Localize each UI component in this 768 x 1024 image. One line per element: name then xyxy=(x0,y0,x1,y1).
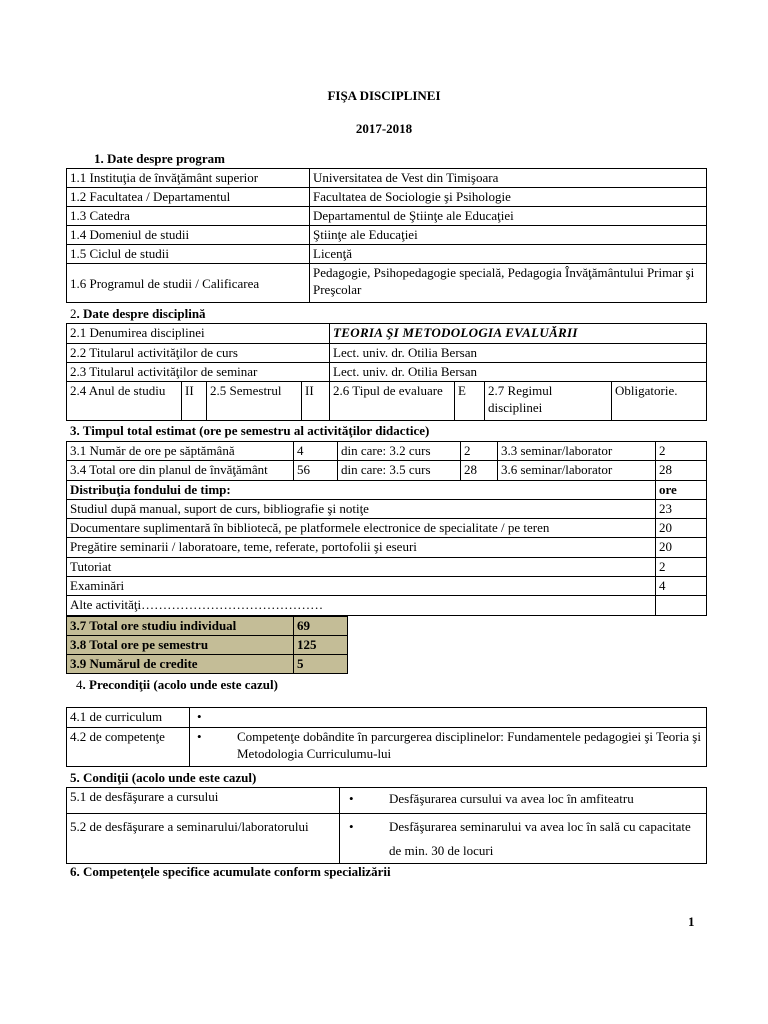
preconditions-table xyxy=(66,707,707,767)
row-value xyxy=(190,708,707,728)
row-label: 1.4 Domeniul de studii xyxy=(67,226,310,245)
document-title: FIŞA DISCIPLINEI xyxy=(327,88,441,103)
course-value: 28 xyxy=(461,461,498,481)
activity-hours: 2 xyxy=(656,558,707,577)
row-value: Universitatea de Vest din Timişoara xyxy=(310,169,707,188)
table-row xyxy=(67,207,707,226)
table-row xyxy=(67,636,348,655)
table-row xyxy=(67,226,707,245)
page-number: 1 xyxy=(688,914,695,929)
table-row xyxy=(67,519,707,538)
total-label: 3.7 Total ore studiu individual xyxy=(67,617,294,636)
table-row xyxy=(67,728,707,767)
seminar-label: 3.3 seminar/laborator xyxy=(498,442,656,461)
hours-per-week-value: 4 xyxy=(294,442,338,461)
regime-value: Obligatorie. xyxy=(612,382,707,421)
table-row xyxy=(67,558,707,577)
total-value: 69 xyxy=(294,617,348,636)
table-row xyxy=(67,169,707,188)
table-row xyxy=(67,538,707,558)
course-label: din care: 3.2 curs xyxy=(338,442,461,461)
regime-label: 2.7 Regimul disciplinei xyxy=(485,382,612,421)
row-label: 1.2 Facultatea / Departamentul xyxy=(67,188,310,207)
table-row xyxy=(67,788,707,814)
section-4-number: 4 xyxy=(76,677,83,692)
row-label: 2.2 Titularul activităţilor de curs xyxy=(67,344,330,363)
table-row xyxy=(67,324,707,344)
competences-text: Competenţe dobândite în parcurgerea disciplinelor: Fundamentele pedagogiei şi Teoria şi Metodologia Curriculumu-lui xyxy=(237,729,701,761)
discipline-name-text: TEORIA ŞI METODOLOGIA EVALUĂRII xyxy=(333,325,578,340)
semester-value: II xyxy=(302,382,330,421)
row-label: 4.2 de competenţe xyxy=(67,728,190,767)
row-value: Ştiinţe ale Educaţiei xyxy=(310,226,707,245)
seminar-value: 28 xyxy=(656,461,707,481)
table-row xyxy=(67,596,707,616)
activity-hours xyxy=(656,596,707,616)
table-row xyxy=(67,655,348,674)
section-3-heading: 3. Timpul total estimat (ore pe semestru al activităţilor didactice) xyxy=(70,423,430,438)
course-value: 2 xyxy=(461,442,498,461)
row-label: 1.1 Instituţia de învăţământ superior xyxy=(67,169,310,188)
time-distribution-unit: ore xyxy=(656,481,707,500)
row-label: 1.3 Catedra xyxy=(67,207,310,226)
time-table xyxy=(66,441,707,616)
row-label: 5.1 de desfăşurare a cursului xyxy=(67,788,340,814)
semester-label: 2.5 Semestrul xyxy=(207,382,302,421)
section-2-heading xyxy=(70,306,206,322)
totals-table xyxy=(66,616,348,674)
row-value: Departamentul de Ştiinţe ale Educaţiei xyxy=(310,207,707,226)
table-row xyxy=(67,245,707,264)
course-conditions-text: Desfăşurarea cursului va avea loc în amfiteatru xyxy=(389,791,634,806)
total-hours-value: 56 xyxy=(294,461,338,481)
evaluation-type-label: 2.6 Tipul de evaluare xyxy=(330,382,455,421)
row-value xyxy=(340,814,707,864)
table-row xyxy=(67,442,707,461)
row-label: 4.1 de curriculum xyxy=(67,708,190,728)
row-value xyxy=(190,728,707,767)
activity-hours: 4 xyxy=(656,577,707,596)
row-label: 5.2 de desfăşurare a seminarului/laboratorului xyxy=(67,814,340,864)
total-value: 125 xyxy=(294,636,348,655)
table-row xyxy=(67,461,707,481)
table-row xyxy=(67,500,707,519)
section-1-heading: 1. Date despre program xyxy=(94,151,225,166)
activity-label: Examinări xyxy=(67,577,656,596)
time-distribution-label: Distribuţia fondului de timp: xyxy=(67,481,656,500)
activity-hours: 20 xyxy=(656,538,707,558)
hours-per-week-label: 3.1 Număr de ore pe săptămână xyxy=(67,442,294,461)
table-row xyxy=(67,382,707,421)
bullet-icon: • xyxy=(197,709,202,724)
activity-label: Pregătire seminarii / laboratoare, teme, referate, portofolii şi eseuri xyxy=(67,538,656,558)
table-row xyxy=(67,617,348,636)
table-row xyxy=(67,577,707,596)
table-row xyxy=(67,814,707,864)
table-row xyxy=(67,708,707,728)
seminar-conditions-text: Desfăşurarea seminarului va avea loc în sală cu capacitate de min. 30 de locuri xyxy=(389,819,691,858)
seminar-label: 3.6 seminar/laborator xyxy=(498,461,656,481)
row-label: 1.6 Programul de studii / Calificarea xyxy=(67,264,310,303)
table-row xyxy=(67,188,707,207)
row-label: 2.1 Denumirea disciplinei xyxy=(67,324,330,344)
activity-label: Studiul după manual, suport de curs, bibliografie şi notiţe xyxy=(67,500,656,519)
total-hours-label: 3.4 Total ore din planul de învăţământ xyxy=(67,461,294,481)
row-label: 1.5 Ciclul de studii xyxy=(67,245,310,264)
evaluation-type-value: E xyxy=(455,382,485,421)
discipline-name xyxy=(330,324,707,344)
total-value: 5 xyxy=(294,655,348,674)
activity-label: Alte activităţi…………………………………… xyxy=(67,596,656,616)
conditions-table xyxy=(66,787,707,864)
table-row xyxy=(67,344,707,363)
row-value: Lect. univ. dr. Otilia Bersan xyxy=(330,363,707,382)
academic-year: 2017-2018 xyxy=(355,121,413,136)
section-2-title: . Date despre disciplină xyxy=(76,306,206,321)
row-value xyxy=(340,788,707,814)
activity-hours: 23 xyxy=(656,500,707,519)
bullet-icon: • xyxy=(197,729,202,744)
study-year-label: 2.4 Anul de studiu xyxy=(67,382,182,421)
row-label: 2.3 Titularul activităţilor de seminar xyxy=(67,363,330,382)
total-label: 3.8 Total ore pe semestru xyxy=(67,636,294,655)
total-label: 3.9 Numărul de credite xyxy=(67,655,294,674)
course-label: din care: 3.5 curs xyxy=(338,461,461,481)
row-value: Pedagogie, Psihopedagogie specială, Pedagogia Învăţământului Primar şi Preşcolar xyxy=(310,264,707,303)
section-6-heading: 6. Competenţele specifice acumulate conform specializării xyxy=(70,864,391,879)
program-table xyxy=(66,168,707,303)
activity-hours: 20 xyxy=(656,519,707,538)
activity-label: Documentare suplimentară în bibliotecă, pe platformele electronice de specialitate / pe teren xyxy=(67,519,656,538)
row-value: Facultatea de Sociologie şi Psihologie xyxy=(310,188,707,207)
study-year-value: II xyxy=(182,382,207,421)
section-5-heading: 5. Condiţii (acolo unde este cazul) xyxy=(70,770,257,785)
table-row xyxy=(67,363,707,382)
seminar-value: 2 xyxy=(656,442,707,461)
table-row xyxy=(67,481,707,500)
bullet-icon: • xyxy=(349,791,354,806)
row-value: Licenţă xyxy=(310,245,707,264)
section-4-heading xyxy=(76,677,278,693)
section-2-number: 2 xyxy=(70,306,77,321)
table-row xyxy=(67,264,707,303)
bullet-icon: • xyxy=(349,819,354,834)
row-value: Lect. univ. dr. Otilia Bersan xyxy=(330,344,707,363)
activity-label: Tutoriat xyxy=(67,558,656,577)
discipline-table xyxy=(66,323,707,421)
section-4-title: . Precondiţii (acolo unde este cazul) xyxy=(82,677,278,692)
